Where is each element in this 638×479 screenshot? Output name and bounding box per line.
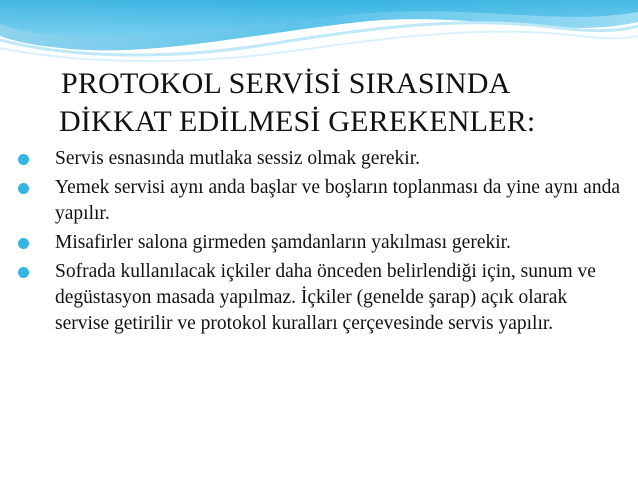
bullet-icon <box>18 183 29 194</box>
bullet-item <box>15 175 625 227</box>
bullet-text: Sofrada kullanılacak içkiler daha önceden belirlendiği için, sunum ve degüstasyon masada yapılmaz. İçkiler (genelde şarap) açık olarak servise getirilir ve protokol kuralları çerçevesinde servis yapılır. <box>55 261 596 334</box>
bullet-icon <box>18 267 29 278</box>
bullet-list <box>15 146 625 340</box>
bullet-item <box>15 230 625 256</box>
bullet-icon <box>18 238 29 249</box>
bullet-icon <box>18 154 29 165</box>
header-wave-decoration <box>0 0 638 70</box>
bullet-item <box>15 146 625 172</box>
title-line-1: PROTOKOL SERVİSİ SIRASINDA <box>61 67 511 100</box>
bullet-text: Yemek servisi aynı anda başlar ve boşların toplanması da yine aynı anda yapılır. <box>55 177 620 224</box>
bullet-item <box>15 259 625 337</box>
slide-title <box>61 65 535 141</box>
bullet-text: Misafirler salona girmeden şamdanların yakılması gerekir. <box>55 232 511 253</box>
title-line-2: DİKKAT EDİLMESİ GEREKENLER: <box>59 105 536 138</box>
bullet-text: Servis esnasında mutlaka sessiz olmak gerekir. <box>55 148 420 169</box>
